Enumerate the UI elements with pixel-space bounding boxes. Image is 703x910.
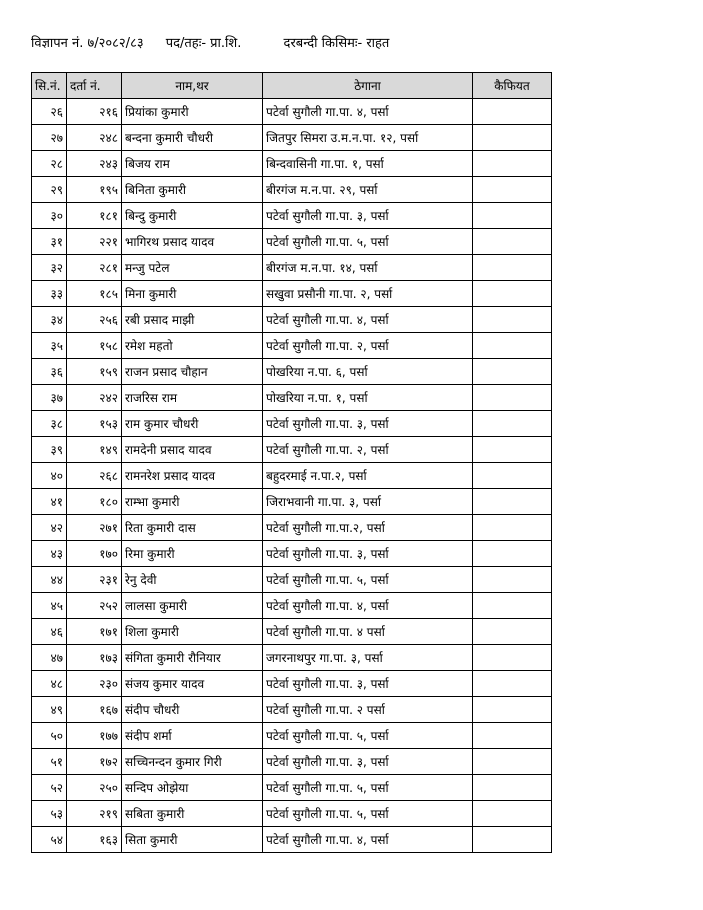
cell-registration: १८५ (67, 281, 122, 307)
table-row (32, 489, 552, 515)
cell-registration: २३० (67, 671, 122, 697)
cell-registration: २८१ (67, 255, 122, 281)
cell-remarks (473, 749, 552, 775)
cell-address: पटेर्वा सुगौली गा.पा. ५, पर्सा (263, 775, 473, 801)
cell-registration: १७१ (67, 619, 122, 645)
cell-registration: १४९ (67, 437, 122, 463)
cell-serial: ३८ (32, 411, 67, 437)
cell-serial: २९ (32, 177, 67, 203)
cell-serial: ५३ (32, 801, 67, 827)
table-row (32, 697, 552, 723)
table-row (32, 333, 552, 359)
cell-remarks (473, 541, 552, 567)
table-row (32, 281, 552, 307)
cell-name: प्रियांका कुमारी (122, 99, 263, 125)
cell-name: राजरिस राम (122, 385, 263, 411)
cell-remarks (473, 229, 552, 255)
cell-address: पटेर्वा सुगौली गा.पा. ५, पर्सा (263, 567, 473, 593)
table-row (32, 437, 552, 463)
cell-serial: ४३ (32, 541, 67, 567)
cell-name: सबिता कुमारी (122, 801, 263, 827)
cell-address: पटेर्वा सुगौली गा.पा. २, पर्सा (263, 437, 473, 463)
cell-name: रिमा कुमारी (122, 541, 263, 567)
cell-name: मिना कुमारी (122, 281, 263, 307)
table-row (32, 515, 552, 541)
table-row (32, 645, 552, 671)
table-row (32, 827, 552, 853)
cell-address: पटेर्वा सुगौली गा.पा. ३, पर्सा (263, 411, 473, 437)
cell-remarks (473, 437, 552, 463)
table-row (32, 203, 552, 229)
table-row (32, 567, 552, 593)
table-row (32, 229, 552, 255)
cell-serial: २६ (32, 99, 67, 125)
document-header (31, 33, 389, 51)
cell-name: मन्जु पटेल (122, 255, 263, 281)
advertisement-number: विज्ञापन नं. ७/२०८२/८३ (31, 36, 144, 51)
cell-serial: ४८ (32, 671, 67, 697)
table-row (32, 255, 552, 281)
cell-remarks (473, 307, 552, 333)
cell-registration: २१६ (67, 99, 122, 125)
cell-address: पटेर्वा सुगौली गा.पा. ५, पर्सा (263, 801, 473, 827)
cell-address: पटेर्वा सुगौली गा.पा. ५, पर्सा (263, 229, 473, 255)
cell-serial: ५४ (32, 827, 67, 853)
cell-remarks (473, 385, 552, 411)
candidate-table (31, 72, 552, 853)
cell-address: बीरगंज म.न.पा. १४, पर्सा (263, 255, 473, 281)
cell-remarks (473, 671, 552, 697)
table-row (32, 385, 552, 411)
cell-remarks (473, 255, 552, 281)
cell-registration: २३१ (67, 567, 122, 593)
cell-serial: ५२ (32, 775, 67, 801)
cell-address: सखुवा प्रसौनी गा.पा. २, पर्सा (263, 281, 473, 307)
cell-remarks (473, 489, 552, 515)
cell-address: पटेर्वा सुगौली गा.पा. ३, पर्सा (263, 749, 473, 775)
cell-serial: ३९ (32, 437, 67, 463)
cell-serial: ३२ (32, 255, 67, 281)
table-header-row (32, 73, 552, 99)
cell-remarks (473, 801, 552, 827)
table-row (32, 151, 552, 177)
cell-serial: ३० (32, 203, 67, 229)
cell-remarks (473, 151, 552, 177)
col-header-name: नाम,थर (122, 73, 263, 99)
cell-address: जिराभवानी गा.पा. ३, पर्सा (263, 489, 473, 515)
cell-name: संदीप चौधरी (122, 697, 263, 723)
cell-remarks (473, 723, 552, 749)
cell-registration: २५० (67, 775, 122, 801)
cell-registration: २६८ (67, 463, 122, 489)
cell-serial: २८ (32, 151, 67, 177)
cell-registration: २७१ (67, 515, 122, 541)
cell-registration: १५९ (67, 359, 122, 385)
table-row (32, 463, 552, 489)
table-row (32, 541, 552, 567)
table-row (32, 307, 552, 333)
quota-type: दरबन्दी किसिमः- राहत (283, 36, 390, 51)
table-row (32, 671, 552, 697)
table-row (32, 99, 552, 125)
cell-name: बिजय राम (122, 151, 263, 177)
cell-serial: ५१ (32, 749, 67, 775)
cell-remarks (473, 333, 552, 359)
cell-address: बहुदरमाई न.पा.२, पर्सा (263, 463, 473, 489)
cell-remarks (473, 515, 552, 541)
cell-name: लालसा कुमारी (122, 593, 263, 619)
cell-registration: २४३ (67, 151, 122, 177)
cell-name: सन्दिप ओझेया (122, 775, 263, 801)
cell-serial: ३४ (32, 307, 67, 333)
cell-registration: १६३ (67, 827, 122, 853)
table-row (32, 593, 552, 619)
cell-remarks (473, 593, 552, 619)
cell-name: रेनु देवी (122, 567, 263, 593)
cell-address: पटेर्वा सुगौली गा.पा. २ पर्सा (263, 697, 473, 723)
cell-name: बिन्दु कुमारी (122, 203, 263, 229)
cell-registration: २४८ (67, 125, 122, 151)
table-row (32, 619, 552, 645)
cell-address: पटेर्वा सुगौली गा.पा. ४ पर्सा (263, 619, 473, 645)
cell-remarks (473, 567, 552, 593)
cell-registration: २२१ (67, 229, 122, 255)
cell-address: पोखरिया न.पा. १, पर्सा (263, 385, 473, 411)
cell-address: जितपुर सिमरा उ.म.न.पा. १२, पर्सा (263, 125, 473, 151)
cell-name: भागिरथ प्रसाद यादव (122, 229, 263, 255)
table-row (32, 177, 552, 203)
post-level: पद/तहः- प्रा.शि. (165, 36, 242, 51)
cell-remarks (473, 203, 552, 229)
cell-remarks (473, 775, 552, 801)
cell-address: पटेर्वा सुगौली गा.पा. ४, पर्सा (263, 593, 473, 619)
cell-name: रमेश महतो (122, 333, 263, 359)
cell-serial: ३३ (32, 281, 67, 307)
cell-registration: १७० (67, 541, 122, 567)
cell-address: पटेर्वा सुगौली गा.पा. ५, पर्सा (263, 723, 473, 749)
cell-name: बन्दना कुमारी चौधरी (122, 125, 263, 151)
cell-name: रामनरेश प्रसाद यादव (122, 463, 263, 489)
cell-name: रबी प्रसाद माझी (122, 307, 263, 333)
table-row (32, 723, 552, 749)
cell-name: राम्भा कुमारी (122, 489, 263, 515)
cell-name: संजय कुमार यादव (122, 671, 263, 697)
cell-name: सिता कुमारी (122, 827, 263, 853)
cell-serial: ४० (32, 463, 67, 489)
cell-registration: १५८ (67, 333, 122, 359)
cell-address: पटेर्वा सुगौली गा.पा. ४, पर्सा (263, 827, 473, 853)
cell-registration: १६७ (67, 697, 122, 723)
table-row (32, 411, 552, 437)
cell-name: संदीप शर्मा (122, 723, 263, 749)
cell-address: पटेर्वा सुगौली गा.पा. ४, पर्सा (263, 307, 473, 333)
cell-serial: ३५ (32, 333, 67, 359)
cell-name: बिनिता कुमारी (122, 177, 263, 203)
table-row (32, 801, 552, 827)
cell-name: रामदेनी प्रसाद यादव (122, 437, 263, 463)
cell-address: पोखरिया न.पा. ६, पर्सा (263, 359, 473, 385)
cell-remarks (473, 619, 552, 645)
cell-name: रिता कुमारी दास (122, 515, 263, 541)
cell-registration: २५६ (67, 307, 122, 333)
cell-serial: ५० (32, 723, 67, 749)
cell-serial: ४७ (32, 645, 67, 671)
table-row (32, 359, 552, 385)
cell-registration: १८१ (67, 203, 122, 229)
cell-serial: ३१ (32, 229, 67, 255)
cell-registration: १९५ (67, 177, 122, 203)
cell-address: पटेर्वा सुगौली गा.पा. ४, पर्सा (263, 99, 473, 125)
cell-address: जगरनाथपुर गा.पा. ३, पर्सा (263, 645, 473, 671)
cell-remarks (473, 697, 552, 723)
cell-remarks (473, 463, 552, 489)
table-row (32, 125, 552, 151)
cell-remarks (473, 645, 552, 671)
cell-remarks (473, 827, 552, 853)
cell-serial: ४९ (32, 697, 67, 723)
table-row (32, 749, 552, 775)
cell-registration: १५३ (67, 411, 122, 437)
cell-registration: २५२ (67, 593, 122, 619)
cell-address: पटेर्वा सुगौली गा.पा.२, पर्सा (263, 515, 473, 541)
cell-serial: ४२ (32, 515, 67, 541)
cell-address: पटेर्वा सुगौली गा.पा. ३, पर्सा (263, 203, 473, 229)
col-header-registration: दर्ता नं. (67, 73, 122, 99)
cell-name: राम कुमार चौधरी (122, 411, 263, 437)
cell-remarks (473, 99, 552, 125)
cell-name: सच्चिनन्दन कुमार गिरी (122, 749, 263, 775)
cell-name: राजन प्रसाद चौहान (122, 359, 263, 385)
cell-remarks (473, 125, 552, 151)
cell-registration: १७३ (67, 645, 122, 671)
cell-address: बिन्दवासिनी गा.पा. १, पर्सा (263, 151, 473, 177)
cell-serial: ४५ (32, 593, 67, 619)
cell-registration: १७२ (67, 749, 122, 775)
cell-serial: २७ (32, 125, 67, 151)
cell-address: बीरगंज म.न.पा. २९, पर्सा (263, 177, 473, 203)
cell-address: पटेर्वा सुगौली गा.पा. ३, पर्सा (263, 541, 473, 567)
cell-serial: ३७ (32, 385, 67, 411)
cell-address: पटेर्वा सुगौली गा.पा. २, पर्सा (263, 333, 473, 359)
cell-serial: ४६ (32, 619, 67, 645)
cell-registration: २४२ (67, 385, 122, 411)
cell-remarks (473, 359, 552, 385)
cell-registration: १८० (67, 489, 122, 515)
cell-registration: २१९ (67, 801, 122, 827)
cell-name: संगिता कुमारी रौनियार (122, 645, 263, 671)
cell-serial: ३६ (32, 359, 67, 385)
cell-registration: १७७ (67, 723, 122, 749)
cell-remarks (473, 177, 552, 203)
cell-serial: ४१ (32, 489, 67, 515)
table-row (32, 775, 552, 801)
col-header-address: ठेगाना (263, 73, 473, 99)
cell-name: शिला कुमारी (122, 619, 263, 645)
cell-address: पटेर्वा सुगौली गा.पा. ३, पर्सा (263, 671, 473, 697)
cell-remarks (473, 281, 552, 307)
cell-remarks (473, 411, 552, 437)
cell-serial: ४४ (32, 567, 67, 593)
col-header-remarks: कैफियत (473, 73, 552, 99)
col-header-serial: सि.नं. (32, 73, 67, 99)
